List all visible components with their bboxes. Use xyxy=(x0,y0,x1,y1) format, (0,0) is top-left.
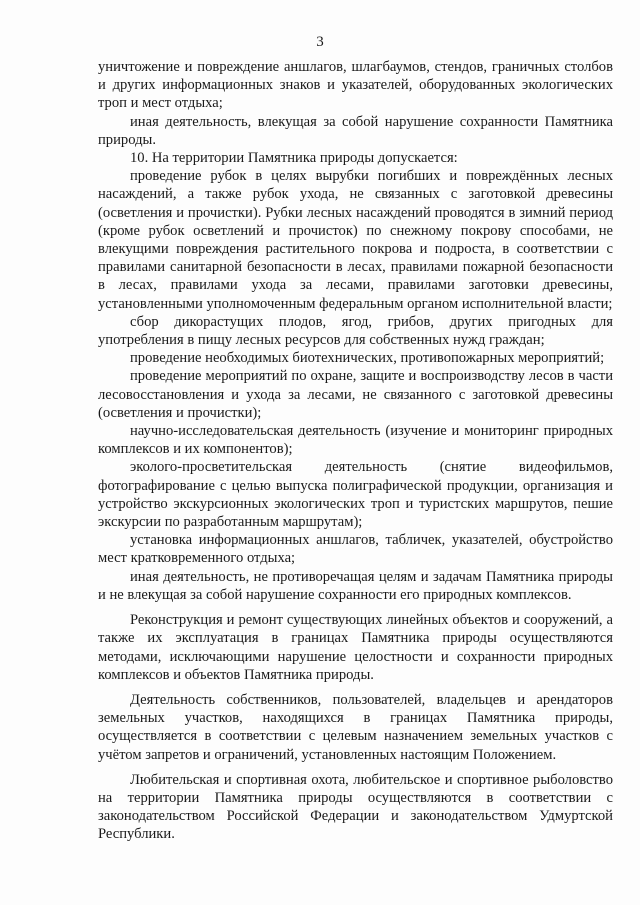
paragraph-destruction-of-signs: уничтожение и повреждение аншлагов, шлагбаумов, стендов, граничных столбов и других информационных знаков и указателей, оборудованных экологических троп и мест отдыха; xyxy=(98,59,613,112)
paragraph-other-activity-allowed: иная деятельность, не противоречащая целям и задачам Памятника природы и не влекущая за собой нарушение сохранности его природных комплексов. xyxy=(98,568,613,603)
paragraph-other-activity-prohibited: иная деятельность, влекущая за собой нарушение сохранности Памятника природы. xyxy=(98,113,613,148)
paragraph-logging: проведение рубок в целях вырубки погибших и повреждённых лесных насаждений, а также рубок ухода, не связанных с заготовкой древесины (осветления и прочистки). Рубки лесных насаждений проводятся в зимний период (кроме рубок осветлений и прочисток) по снежному покрову способами, не влекущими повреждения растительного покрова и подроста, в соответствии с правилами санитарной безопасности в лесах, правилами пожарной безопасности в лесах, правилами ухода за лесами, правилами заготовки древесины, установленными уполномоченным федеральным органом исполнительной власти; xyxy=(98,168,613,312)
paragraph-biotechnical-measures: проведение необходимых биотехнических, противопожарных мероприятий; xyxy=(130,350,605,367)
document-body xyxy=(98,58,613,844)
paragraph-gathering: сбор дикорастущих плодов, ягод, грибов, других пригодных для употребления в пищу лесных ресурсов для собственных нужд граждан; xyxy=(98,313,613,349)
paragraph-forest-protection: проведение мероприятий по охране, защите и воспроизводству лесов в части лесовосстановления и ухода за лесами, не связанного с заготовкой древесины (осветления и прочистки); xyxy=(98,368,613,421)
paragraph-reconstruction: Реконструкция и ремонт существующих линейных объектов и сооружений, а также их эксплуатация в границах Памятника природы осуществляются методами, исключающими нарушение целостности и сохранности природных комплексов и объектов Памятника природы. xyxy=(98,612,613,683)
paragraph-section-10-heading: 10. На территории Памятника природы допускается: xyxy=(130,150,458,167)
page-number: 3 xyxy=(316,34,324,50)
paragraph-landowners: Деятельность собственников, пользователей, владельцев и арендаторов земельных участков, находящихся в границах Памятника природы, осуществляется в соответствии с целевым назначением земельных участков с учётом запретов и ограничений, установленных настоящим Положением. xyxy=(98,691,613,763)
paragraph-ecological-education: эколого-просветительская деятельность (снятие видеофильмов, фотографирование с целью выпуска полиграфической продукции, организация и устройство экскурсионных экологических троп и туристских маршрутов, пешие экскурсии по разработанным маршрутам); xyxy=(98,459,613,531)
paragraph-signage-installation: установка информационных аншлагов, табличек, указателей, обустройство мест кратковременного отдыха; xyxy=(98,532,613,567)
paragraph-research: научно-исследовательская деятельность (изучение и мониторинг природных комплексов и их компонентов); xyxy=(98,423,613,458)
paragraph-hunting-fishing: Любительская и спортивная охота, любительское и спортивное рыболовство на территории Памятника природы осуществляются в соответствии с законодательством Российской Федерации и законодательством Удмуртской Республики. xyxy=(98,771,613,843)
